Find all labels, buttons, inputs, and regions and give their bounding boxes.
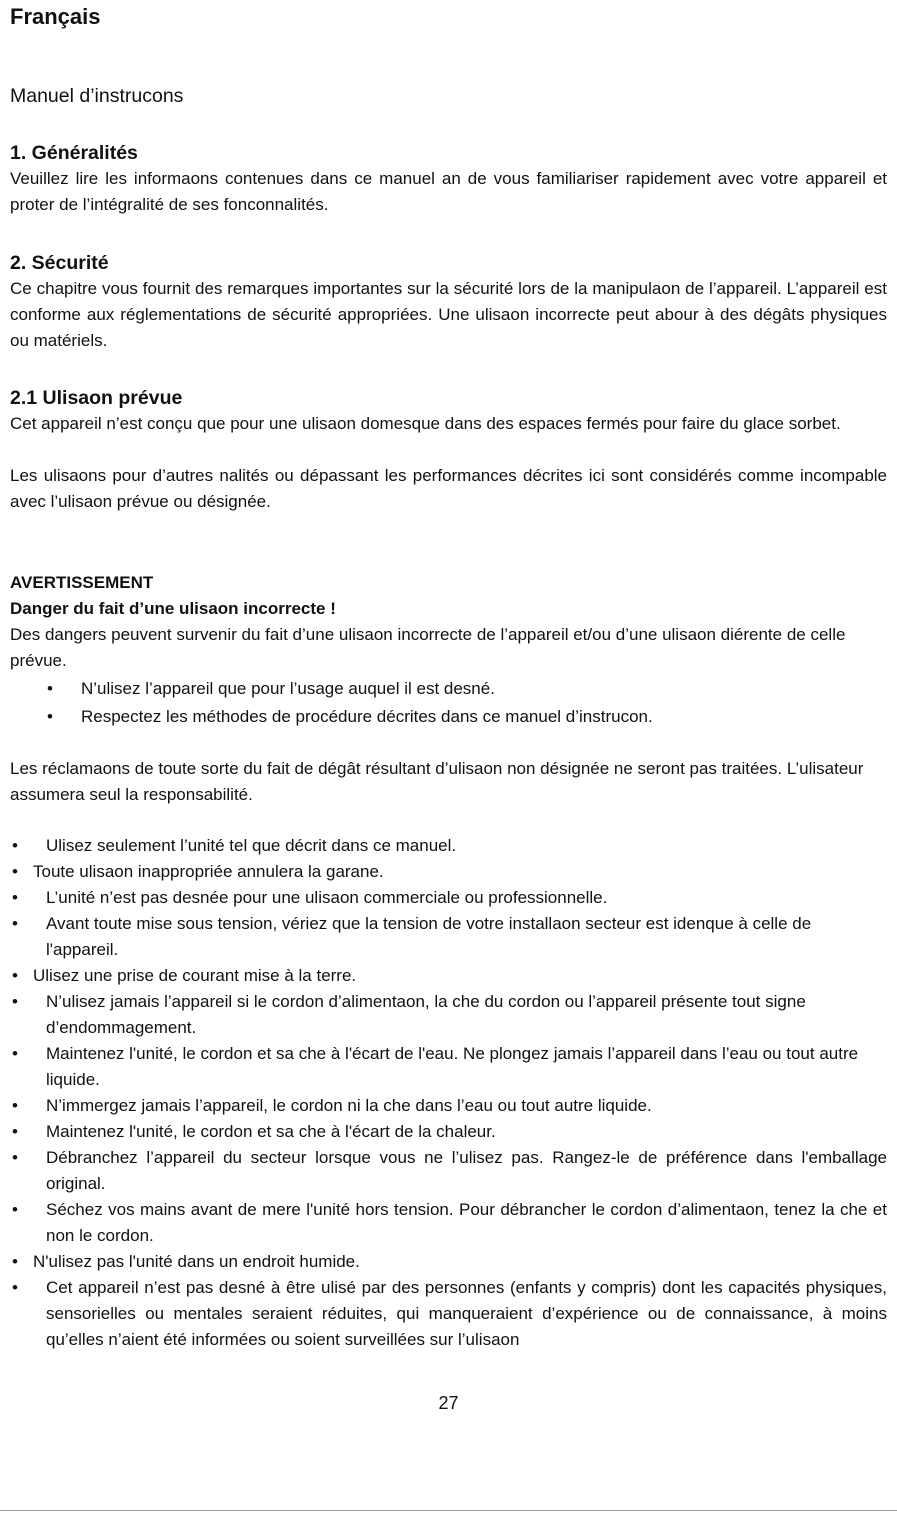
- section-intended-use: [10, 385, 887, 515]
- list-item: • Respectez les méthodes de procédure décrites dans ce manuel d’instrucon.: [10, 704, 887, 730]
- list-item: • Ulisez seulement l’unité tel que décrit dans ce manuel.: [10, 833, 887, 859]
- list-item: • Cet appareil n’est pas desné à être ulisé par des personnes (enfants y compris) dont les capacités physiques, sensorielles ou mentales seraient réduites, qui manqueraient d’expérience ou de connaissance, à moins qu’elles n’aient été informées ou soient surveillées sur l’ulisaon: [10, 1275, 887, 1353]
- list-item: • Toute ulisaon inappropriée annulera la garane.: [10, 859, 887, 885]
- list-item: • N'ulisez pas l'unité dans un endroit humide.: [10, 1249, 887, 1275]
- safety-list: [10, 833, 887, 1353]
- warning-title: AVERTISSEMENT: [10, 573, 154, 592]
- section-general-heading: 1. Généralités: [10, 142, 138, 164]
- list-item: • Maintenez l'unité, le cordon et sa che à l'écart de l'eau. Ne plongez jamais l’appareil dans l’eau ou tout autre liquide.: [10, 1041, 887, 1093]
- warning-text: Des dangers peuvent survenir du fait d’une ulisaon incorrecte de l’appareil et/ou d’une ulisaon diérente de celle prévue.: [10, 625, 846, 670]
- claims-text: Les réclamaons de toute sorte du fait de dégât résultant d’ulisaon non désignée ne seront pas traitées. L’ulisateur assumera seul la responsabilité.: [10, 759, 864, 804]
- list-item: • Maintenez l'unité, le cordon et sa che à l'écart de la chaleur.: [10, 1119, 887, 1145]
- section-security-heading: 2. Sécurité: [10, 252, 109, 274]
- warning-bullet-list: [10, 676, 887, 730]
- list-item: • Débranchez l’appareil du secteur lorsque vous ne l’ulisez pas. Rangez-le de préférence dans l'emballage original.: [10, 1145, 887, 1197]
- list-item: • N’ulisez l’appareil que pour l’usage auquel il est desné.: [10, 676, 887, 702]
- language-heading: Français: [10, 4, 101, 29]
- list-item: • N’immergez jamais l’appareil, le cordon ni la che dans l’eau ou tout autre liquide.: [10, 1093, 887, 1119]
- section-security-text: Ce chapitre vous fournit des remarques importantes sur la sécurité lors de la manipulaon de l’appareil. L’appareil est conforme aux réglementations de sécurité appropriées. Une ulisaon incorrecte peut abour à des dégâts physiques ou matériels.: [10, 279, 887, 350]
- section-general-text: Veuillez lire les informaons contenues dans ce manuel an de vous familiariser rapidement avec votre appareil et proter de l’intégralité de ses fonconnalités.: [10, 169, 887, 214]
- claims-paragraph: [10, 756, 887, 808]
- section-intended-use-text-2: Les ulisaons pour d’autres nalités ou dépassant les performances décrites ici sont considérés comme incompable avec l’ulisaon prévue ou désignée.: [10, 466, 887, 511]
- section-general: [10, 140, 887, 218]
- list-item: • Séchez vos mains avant de mere l'unité hors tension. Pour débrancher le cordon d’alimentaon, tenez la che et non le cordon.: [10, 1197, 887, 1249]
- footer-divider: [0, 1510, 897, 1511]
- list-item: • N’ulisez jamais l’appareil si le cordon d’alimentaon, la che du cordon ou l’appareil présente tout signe d’endommagement.: [10, 989, 887, 1041]
- list-item: • Ulisez une prise de courant mise à la terre.: [10, 963, 887, 989]
- section-security: [10, 250, 887, 354]
- section-intended-use-text: Cet appareil n’est conçu que pour une ulisaon domesque dans des espaces fermés pour faire du glace sorbet.: [10, 414, 841, 433]
- list-item: • Avant toute mise sous tension, vériez que la tension de votre installaon secteur est idenque à celle de l'appareil.: [10, 911, 887, 963]
- warning-subtitle: Danger du fait d’une ulisaon incorrecte !: [10, 599, 336, 618]
- document-title: Manuel d’instrucons: [10, 85, 184, 107]
- list-item: • L’unité n’est pas desnée pour une ulisaon commerciale ou professionnelle.: [10, 885, 887, 911]
- warning-block: [10, 570, 887, 730]
- section-intended-use-heading: 2.1 Ulisaon prévue: [10, 387, 183, 409]
- page-number: 27: [438, 1393, 459, 1413]
